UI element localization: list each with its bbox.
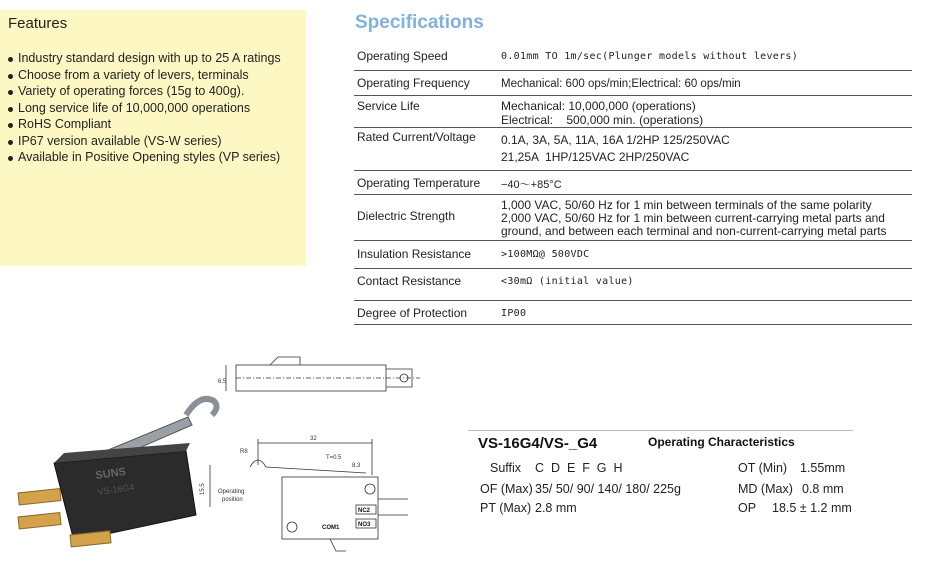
spec-label: Operating Frequency (357, 75, 470, 90)
top-view-drawing (218, 357, 420, 391)
dim-r: R8 (240, 449, 248, 455)
spec-value: 0.1A, 3A, 5A, 11A, 16A 1/2HP 125/250VAC (501, 132, 730, 147)
spec-row-operating-frequency (354, 70, 912, 95)
spec-value: Mechanical: 10,000,000 (operations) (501, 98, 696, 113)
suffix-values: C D E F G H (535, 461, 623, 475)
spec-value: −40～+85°C (501, 178, 562, 191)
spec-row-insulation-resistance (354, 240, 912, 268)
feature-item: IP67 version available (VS-W series) (6, 133, 306, 150)
operating-characteristics-title: Operating Characteristics (648, 435, 795, 449)
feature-item: Variety of operating forces (15g to 400g). (6, 83, 306, 100)
dim-8: 8.3 (352, 463, 361, 469)
switch-drawing (0, 355, 450, 576)
spec-value: ground, and between each terminal and non-current-carrying metal parts (501, 223, 887, 238)
spec-value: 1,000 VAC, 50/60 Hz for 1 min between terminals of the same polarity (501, 197, 872, 212)
op-label: OP (738, 501, 757, 515)
features-title: Features (8, 15, 68, 32)
of-values: 35/ 50/ 90/ 140/ 180/ 225g (535, 482, 681, 496)
switch-model: VS-16G4 (96, 481, 135, 497)
operating-position-label-1: Operating (218, 489, 245, 495)
spec-label: Operating Speed (357, 49, 448, 63)
switch-photo (18, 399, 217, 547)
pt-label: PT (Max) (480, 501, 532, 515)
dim-t: T=0.5 (326, 455, 342, 461)
terminal-com: COM1 (322, 525, 340, 531)
ot-value: 1.55mm (800, 461, 846, 475)
md-value: 0.8 mm (802, 482, 844, 496)
spec-value: 21,25A 1HP/125VAC 2HP/250VAC (501, 149, 690, 164)
spec-label: Service Life (357, 98, 420, 113)
terminal-nc: NC2 (358, 508, 371, 514)
spec-label: Insulation Resistance (357, 246, 472, 261)
ot-label: OT (Min) (738, 461, 788, 475)
operating-characteristics (468, 430, 948, 570)
spec-label: Contact Resistance (357, 273, 462, 288)
spec-row-contact-resistance (354, 268, 912, 300)
spec-value: <30mΩ (initial value) (501, 275, 634, 287)
md-label: MD (Max) (738, 482, 793, 496)
suffix-label: Suffix (490, 461, 522, 475)
spec-value: IP00 (501, 307, 527, 319)
pt-value: 2.8 mm (535, 501, 577, 515)
divider (468, 430, 853, 431)
of-label: OF (Max) (480, 482, 533, 496)
operating-position-label-2: position (222, 497, 243, 503)
spec-value: 0.01mm TO 1m/sec(Plunger models without levers) (501, 51, 799, 62)
spec-value: 2,000 VAC, 50/60 Hz for 1 min between current-carrying metal parts and (501, 210, 885, 225)
spec-value: Mechanical: 600 ops/min;Electrical: 60 ops/min (501, 77, 741, 90)
side-view-drawing (200, 436, 408, 551)
model-name: VS-16G4/VS-_G4 (478, 435, 598, 452)
feature-item: Choose from a variety of levers, terminals (6, 67, 306, 84)
spec-row-dielectric-strength (354, 194, 912, 240)
spec-row-service-life (354, 95, 912, 127)
spec-label: Dielectric Strength (357, 208, 456, 223)
spec-row-operating-speed (354, 44, 912, 70)
spec-value: Electrical: 500,000 min. (operations) (501, 112, 704, 127)
features-list (6, 50, 306, 166)
specifications-title: Specifications (355, 12, 484, 33)
feature-item: RoHS Compliant (6, 116, 306, 133)
spec-value: >100MΩ@ 500VDC (501, 248, 590, 260)
terminal-no: NO3 (358, 522, 371, 528)
dim-left: 15.5 (200, 483, 206, 495)
features-panel (0, 10, 306, 266)
dim-32: 32 (310, 436, 317, 442)
spec-label: Degree of Protection (357, 305, 468, 320)
spec-row-degree-of-protection (354, 300, 912, 324)
feature-item: Industry standard design with up to 25 A ratings (6, 50, 306, 67)
feature-item: Available in Positive Opening styles (VP series) (6, 149, 306, 166)
spec-row-rated-current (354, 127, 912, 170)
switch-brand: SUNS (94, 465, 127, 482)
specifications-table (354, 44, 912, 325)
spec-label: Rated Current/Voltage (357, 129, 476, 144)
feature-item: Long service life of 10,000,000 operations (6, 100, 306, 117)
op-value: 18.5 ± 1.2 mm (772, 501, 852, 515)
spec-row-operating-temperature (354, 170, 912, 194)
dim-top: 6.5 (218, 379, 227, 385)
spec-label: Operating Temperature (357, 175, 481, 190)
